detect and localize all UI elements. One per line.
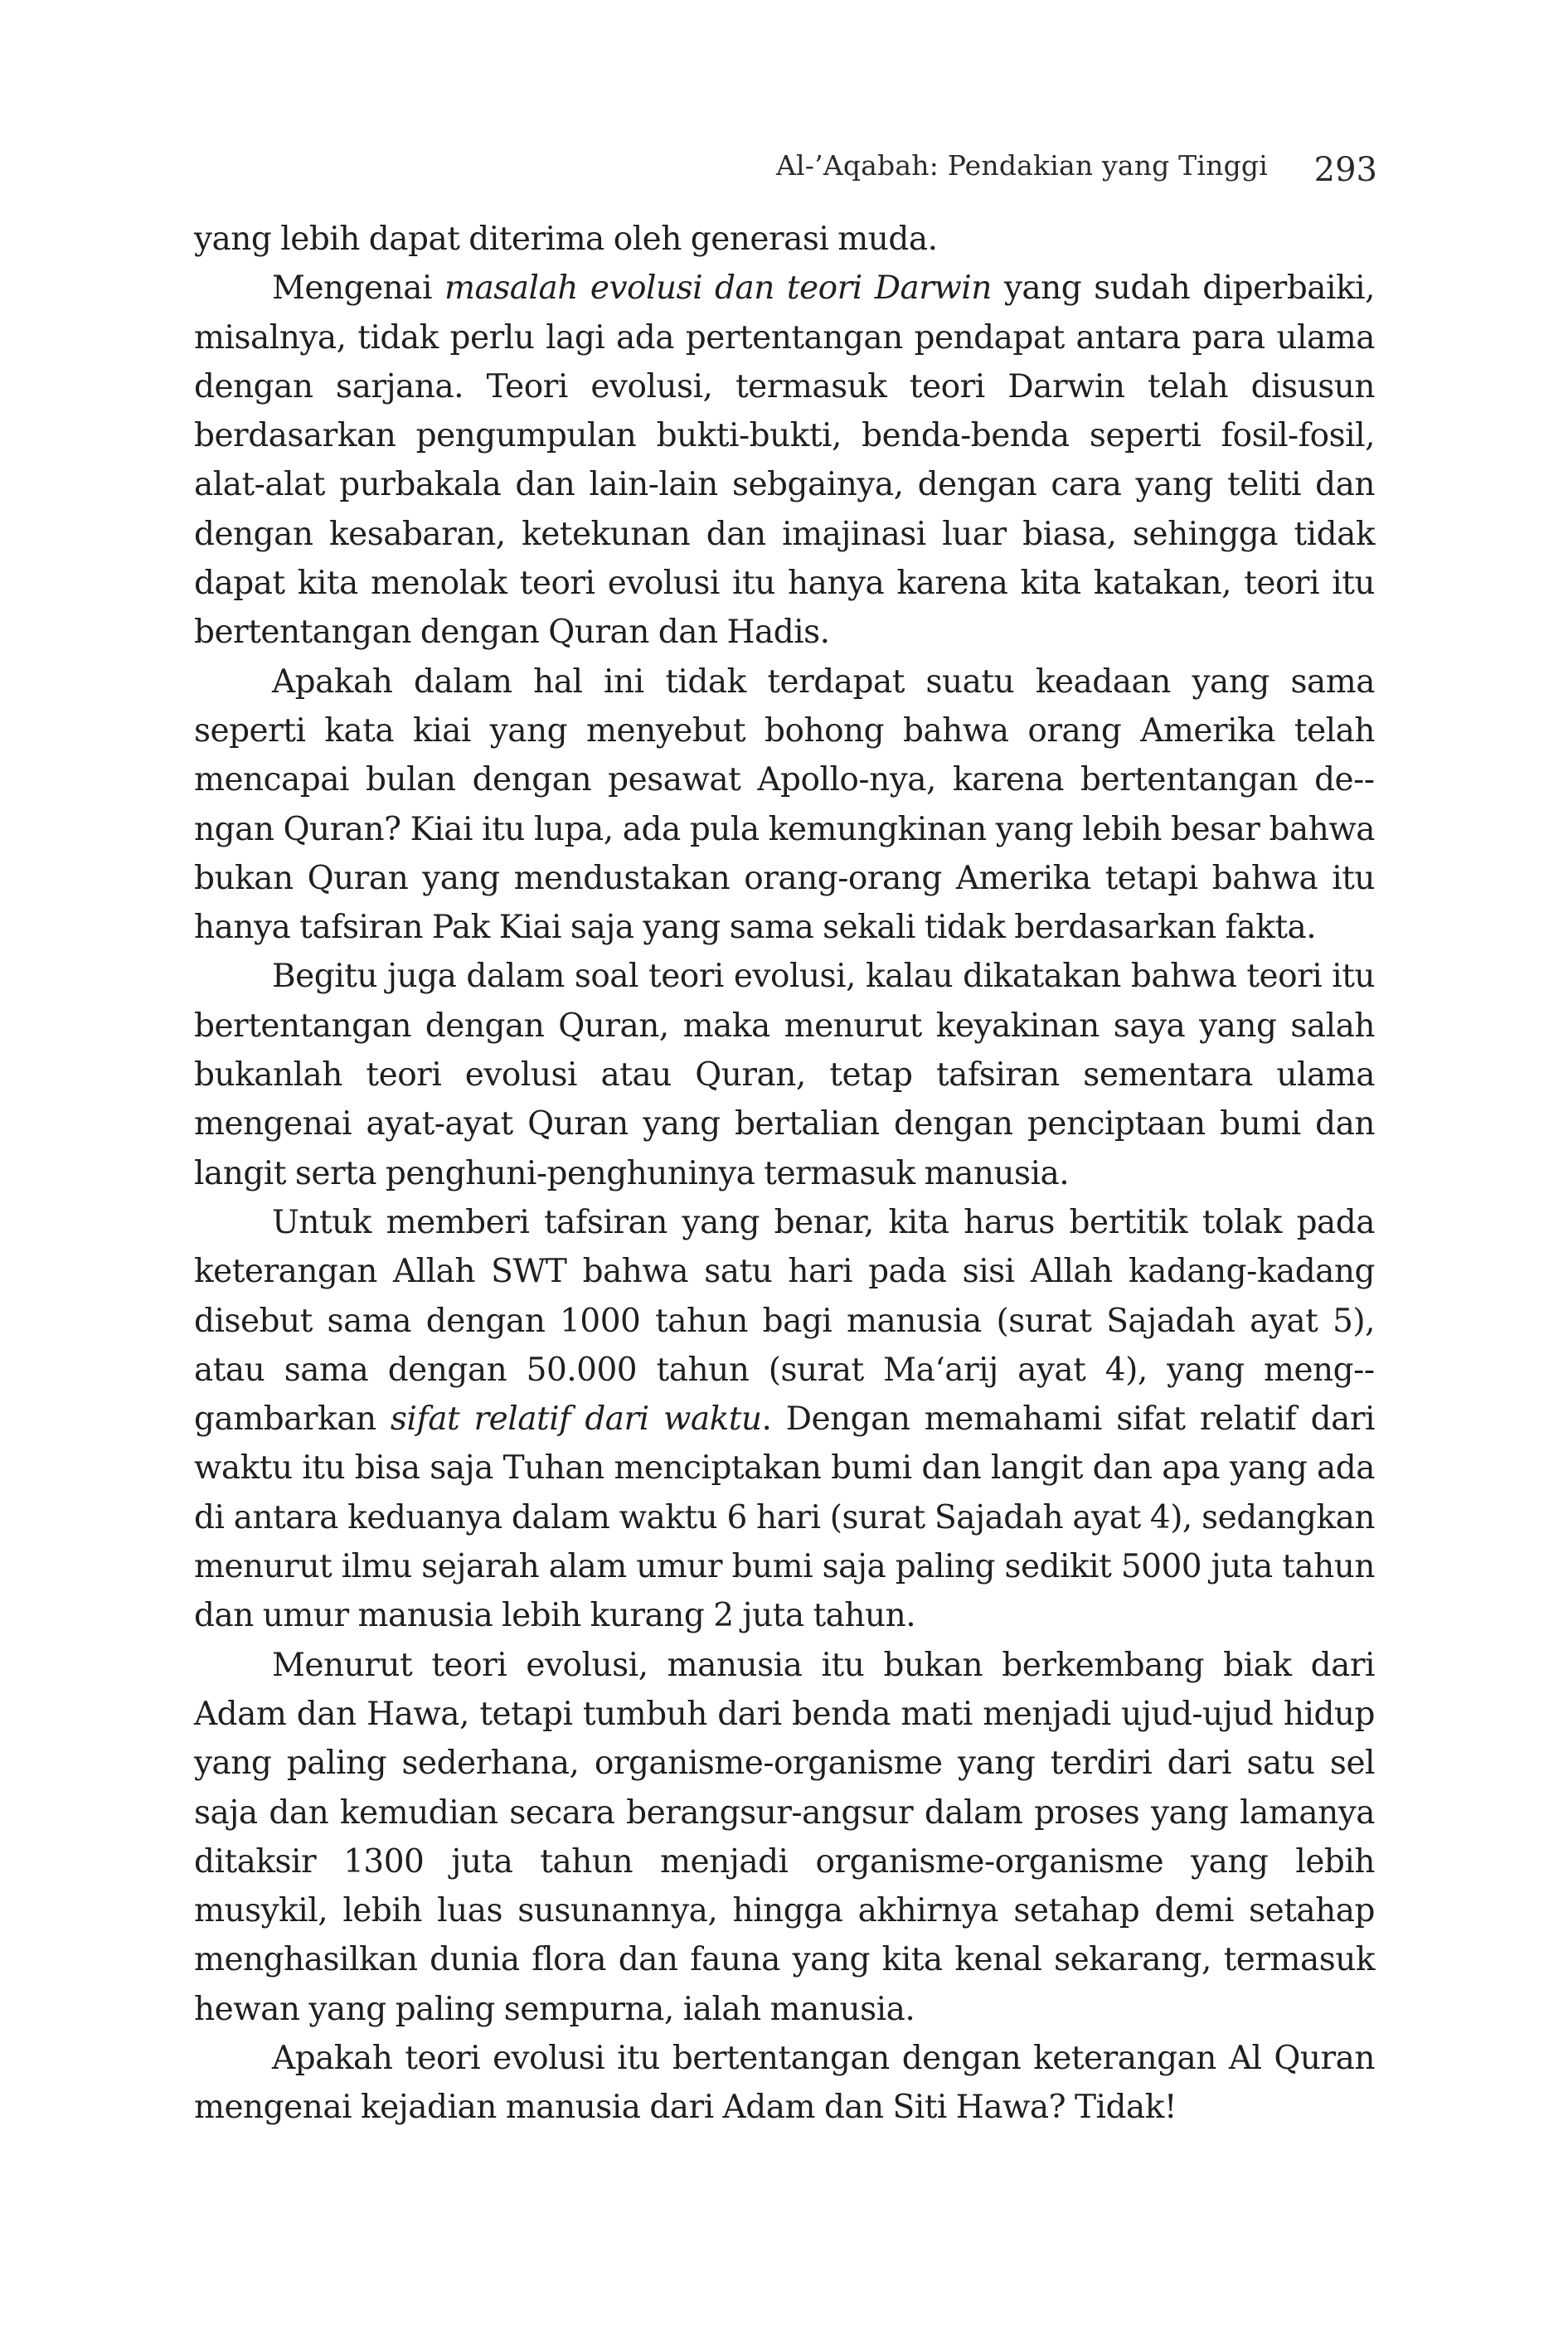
text-run: Begitu juga dalam soal teori evolusi, kalau dikatakan bahwa teori itu bertentangan dengan Quran, maka menurut keyakinan saya yang salah bukanlah teori evolusi atau Quran, tetap tafsiran sementara ulama mengenai ayat-ayat Quran yang bertalian dengan penciptaan bumi dan langit serta penghuni-penghuninya termasuk manusia. bbox=[194, 958, 1375, 1192]
page-number: 293 bbox=[1313, 151, 1377, 189]
paragraph bbox=[194, 952, 1375, 1197]
text-run: Untuk memberi tafsiran yang benar, kita harus bertitik tolak pada keterangan Allah SWT bahwa satu hari pada sisi Allah kadang-kadang disebut sama dengan 1000 tahun bagi manusia (surat Sajadah ayat 5), atau sama dengan 50.000 tahun (surat Ma‘arij ayat 4), yang meng-gambarkan bbox=[194, 1203, 1375, 1439]
text-run: Apakah dalam hal ini tidak terdapat suatu keadaan yang sama seperti kata kiai yang menyebut bohong bahwa orang Amerika telah mencapai bulan dengan pesawat Apollo-nya, karena bertentangan de-ngan Quran? Kiai itu lupa, ada pula kemungkinan yang lebih besar bahwa bukan Quran yang mendustakan orang-orang Amerika tetapi bahwa itu hanya tafsiran Pak Kiai saja yang sama sekali tidak berdasarkan fakta. bbox=[194, 662, 1375, 947]
paragraph bbox=[194, 215, 1375, 264]
text-run: Apakah teori evolusi itu bertentangan dengan keterangan Al Quran mengenai kejadian manusia dari Adam dan Siti Hawa? Tidak! bbox=[194, 2039, 1375, 2127]
paragraph bbox=[194, 658, 1375, 953]
text-run: . Dengan memahami sifat relatif dari waktu itu bisa saja Tuhan menciptakan bumi dan langit dan apa yang ada di antara keduanya dalam waktu 6 hari (surat Sajadah ayat 4), sedangkan menurut ilmu sejarah alam umur bumi saja paling sedikit 5000 juta tahun dan umur manusia lebih kurang 2 juta tahun. bbox=[194, 1400, 1375, 1635]
running-header bbox=[0, 146, 1568, 196]
body-text bbox=[194, 215, 1375, 2133]
text-run: yang lebih dapat diterima oleh generasi muda. bbox=[194, 221, 938, 258]
text-run: Mengenai bbox=[272, 269, 445, 308]
text-run: Menurut teori evolusi, manusia itu bukan berkembang biak dari Adam dan Hawa, tetapi tumbuh dari benda mati menjadi ujud-ujud hidup yang paling sederhana, organisme-organisme yang terdiri dari satu sel saja dan kemudian secara berangsur-angsur dalam proses yang lamanya ditaksir 1300 juta tahun menjadi organisme-organisme yang lebih musykil, lebih luas susunannya, hingga akhirnya setahap demi setahap menghasilkan dunia flora dan fauna yang kita kenal sekarang, termasuk hewan yang paling sempurna, ialah manusia. bbox=[194, 1646, 1375, 2028]
paragraph bbox=[194, 1198, 1375, 1641]
running-title: Al-’Aqabah: Pendakian yang Tinggi bbox=[776, 149, 1268, 182]
paragraph bbox=[194, 1641, 1375, 2034]
italic-phrase: sifat relatif dari waktu bbox=[390, 1400, 762, 1439]
text-run: yang sudah diperbaiki, misalnya, tidak perlu lagi ada pertentangan pendapat antara para ulama dengan sarjana. Teori evolusi, termasuk teori Darwin telah disusun berdasarkan pengumpulan bukti-bukti, benda-benda seperti fosil-fosil, alat-alat purbakala dan lain-lain sebgainya, dengan cara yang teliti dan dengan kesabaran, ketekunan dan imajinasi luar biasa, sehingga tidak dapat kita menolak teori evolusi itu hanya karena kita katakan, teori itu bertentangan dengan Quran dan Hadis. bbox=[194, 269, 1376, 652]
paragraph bbox=[194, 2034, 1375, 2133]
italic-phrase: masalah evolusi dan teori Darwin bbox=[444, 269, 992, 308]
paragraph bbox=[194, 264, 1375, 657]
